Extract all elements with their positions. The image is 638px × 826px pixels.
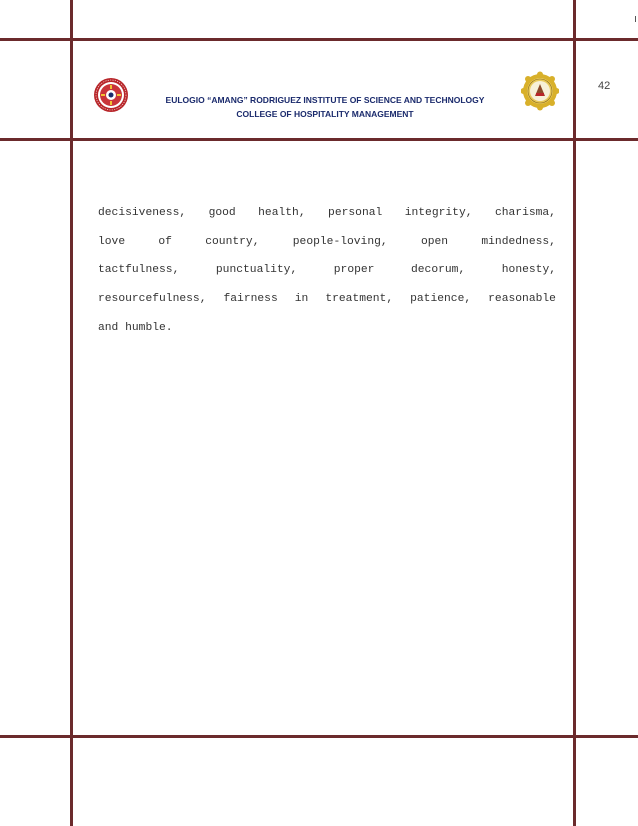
word: of [158, 235, 172, 248]
word: resourcefulness, [98, 293, 207, 306]
word: mindedness, [481, 235, 556, 248]
word: proper [333, 264, 375, 277]
right-border-line [573, 0, 576, 826]
paragraph-line [98, 228, 556, 257]
word: decorum, [411, 264, 466, 277]
college-seal-icon [521, 71, 559, 111]
body-paragraph [98, 199, 556, 343]
page-number: 42 [598, 80, 611, 92]
word: tactfulness, [98, 264, 180, 277]
word: love [98, 235, 126, 248]
word: people-loving, [292, 235, 388, 248]
word: integrity, [404, 207, 473, 219]
paragraph-line [98, 199, 556, 228]
word: treatment, [325, 293, 394, 306]
institution-name: EULOGIO “AMANG” RODRIGUEZ INSTITUTE OF SCIENCE AND TECHNOLOGY [165, 95, 485, 105]
word: decisiveness, [98, 207, 187, 219]
word: health, [258, 207, 306, 219]
header-border-line [0, 138, 638, 141]
word: reasonable [488, 293, 556, 306]
word: honesty, [501, 264, 556, 277]
paragraph-last-line: and humble. [98, 321, 173, 334]
corner-mark [635, 16, 636, 22]
word: punctuality, [215, 264, 298, 277]
bottom-border-line [0, 735, 638, 738]
letterhead [130, 93, 520, 121]
college-name: COLLEGE OF HOSPITALITY MANAGEMENT [236, 109, 414, 119]
word: charisma, [494, 207, 556, 219]
top-border-line [0, 38, 638, 41]
word: patience, [410, 293, 472, 306]
word: country, [205, 235, 260, 248]
word: open [420, 235, 449, 248]
paragraph-line [98, 256, 556, 285]
word: fairness [223, 293, 278, 306]
paragraph-line [98, 285, 556, 314]
word: in [294, 293, 309, 306]
institute-seal-icon [93, 77, 129, 113]
word: personal [328, 207, 383, 219]
word: good [208, 207, 236, 219]
left-border-line [70, 0, 73, 826]
